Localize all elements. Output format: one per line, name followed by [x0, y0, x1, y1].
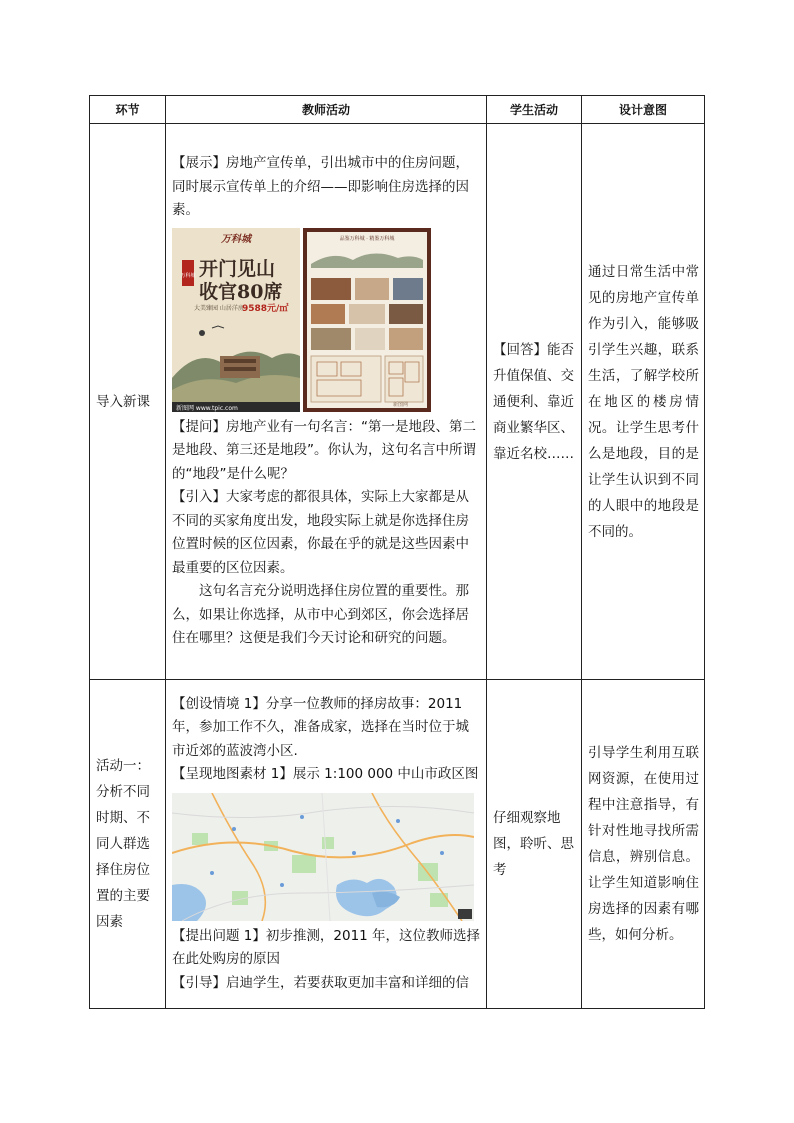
teacher-paragraph	[172, 416, 482, 487]
flyer-detail-image	[303, 228, 431, 412]
teacher-activity-cell	[166, 124, 487, 680]
design-intent-cell: 通过日常生活中常见的房地产宣传单作为引入，能够吸引学生兴趣，联系生活，了解学校所在地区的楼房情况。让学生思考什么是地段，目的是让学生认识到不同的人眼中的地段是不同的。	[582, 124, 705, 680]
header-teacher-activity: 教师活动	[166, 96, 487, 124]
paragraph-tag: 【提出问题 1】	[172, 927, 266, 944]
teacher-paragraph	[172, 763, 482, 787]
flyer-brand-sub: 万科城	[180, 272, 196, 279]
flyer-cover-image	[172, 228, 300, 412]
paragraph-text: 启迪学生，若要获取更加丰富和详细的信	[226, 974, 469, 991]
paragraph-text: 大家考虑的都很具体，实际上大家都是从不同的买家角度出发，地段实际上就是你选择住房位置时候的区位因素，你最在乎的就是这些因素中最重要的区位因素。	[172, 489, 469, 576]
lesson-plan-sheet	[89, 95, 704, 1009]
teacher-paragraph	[172, 693, 482, 764]
flyer-detail-watermark: 新图网	[393, 401, 409, 408]
flyer-brand: 万科城	[221, 233, 251, 245]
header-section: 环节	[90, 96, 166, 124]
header-design-intent: 设计意图	[582, 96, 705, 124]
design-intent-cell: 引导学生利用互联网资源，在使用过程中注意指导，有针对性地寻找所需信息，辨别信息。让学生知道影响住房选择的因素有哪些，如何分析。	[582, 680, 705, 1009]
teacher-activity-cell	[166, 680, 487, 1009]
flyer-detail-art	[303, 228, 431, 412]
paragraph-tag: 【呈现地图素材 1】	[172, 766, 293, 783]
paragraph-text: 房地产业有一句名言：“第一是地段、第二是地段、第三还是地段”。你认为，这句名言中所谓的“地段”是什么呢？	[172, 418, 476, 482]
table-row	[90, 124, 705, 680]
paragraph-tag: 【引导】	[172, 974, 226, 991]
section-cell: 导入新课	[90, 124, 166, 680]
flyer-cover-art	[172, 228, 300, 412]
student-activity-cell: 仔细观察地图，聆听、思考	[487, 680, 582, 1009]
paragraph-tag: 【引入】	[172, 489, 226, 506]
paragraph-tag: 【创设情境 1】	[172, 695, 266, 712]
flyer-title-line1: 开门见山	[199, 257, 276, 280]
paragraph-text: 展示 1:100 000 中山市政区图	[292, 766, 479, 783]
paragraph-tag: 【展示】	[172, 155, 226, 172]
paragraph-text: 房地产宣传单，引出城市中的住房问题，同时展示宣传单上的介绍——即影响住房选择的因素。	[172, 155, 469, 219]
paragraph-text: 分享一位教师的择房故事：2011 年，参加工作不久，准备成家，选择在当时位于城市近郊的蓝波湾小区.	[172, 695, 469, 759]
zhongshan-map-image	[172, 793, 474, 921]
flyer-footer: 新图网 www.tpic.com	[176, 404, 238, 412]
teacher-paragraph: 这句名言充分说明选择住房位置的重要性。那么，如果让你选择，从市中心到郊区，你会选择居住在哪里？这便是我们今天讨论和研究的问题。	[172, 583, 469, 647]
teacher-paragraph	[172, 925, 482, 972]
section-cell: 活动一：分析不同时期、不同人群选择住房位置的主要因素	[90, 680, 166, 1009]
teacher-paragraph	[172, 972, 482, 996]
header-student-activity: 学生活动	[487, 96, 582, 124]
paragraph-tag: 【提问】	[172, 418, 226, 435]
lesson-plan-table	[89, 95, 705, 1009]
table-row	[90, 680, 705, 1009]
teacher-paragraph	[172, 152, 482, 223]
table-header-row	[90, 96, 705, 124]
flyer-title-line2: 收官80席	[199, 280, 283, 303]
paragraph-text: 初步推测，2011 年，这位教师选择在此处购房的原因	[172, 927, 481, 968]
teacher-paragraph	[172, 486, 482, 580]
flyer-detail-header: 品鉴万科城 · 精鉴万科城	[339, 235, 395, 242]
flyer-tagline: 大美臻园 山居洋房	[194, 304, 244, 312]
student-activity-cell: 【回答】能否升值保值、交通便利、靠近商业繁华区、靠近名校……	[487, 124, 582, 680]
real-estate-flyer-images	[172, 228, 482, 412]
flyer-price: 9588元/㎡	[242, 303, 289, 314]
zhongshan-map-art	[172, 793, 474, 921]
